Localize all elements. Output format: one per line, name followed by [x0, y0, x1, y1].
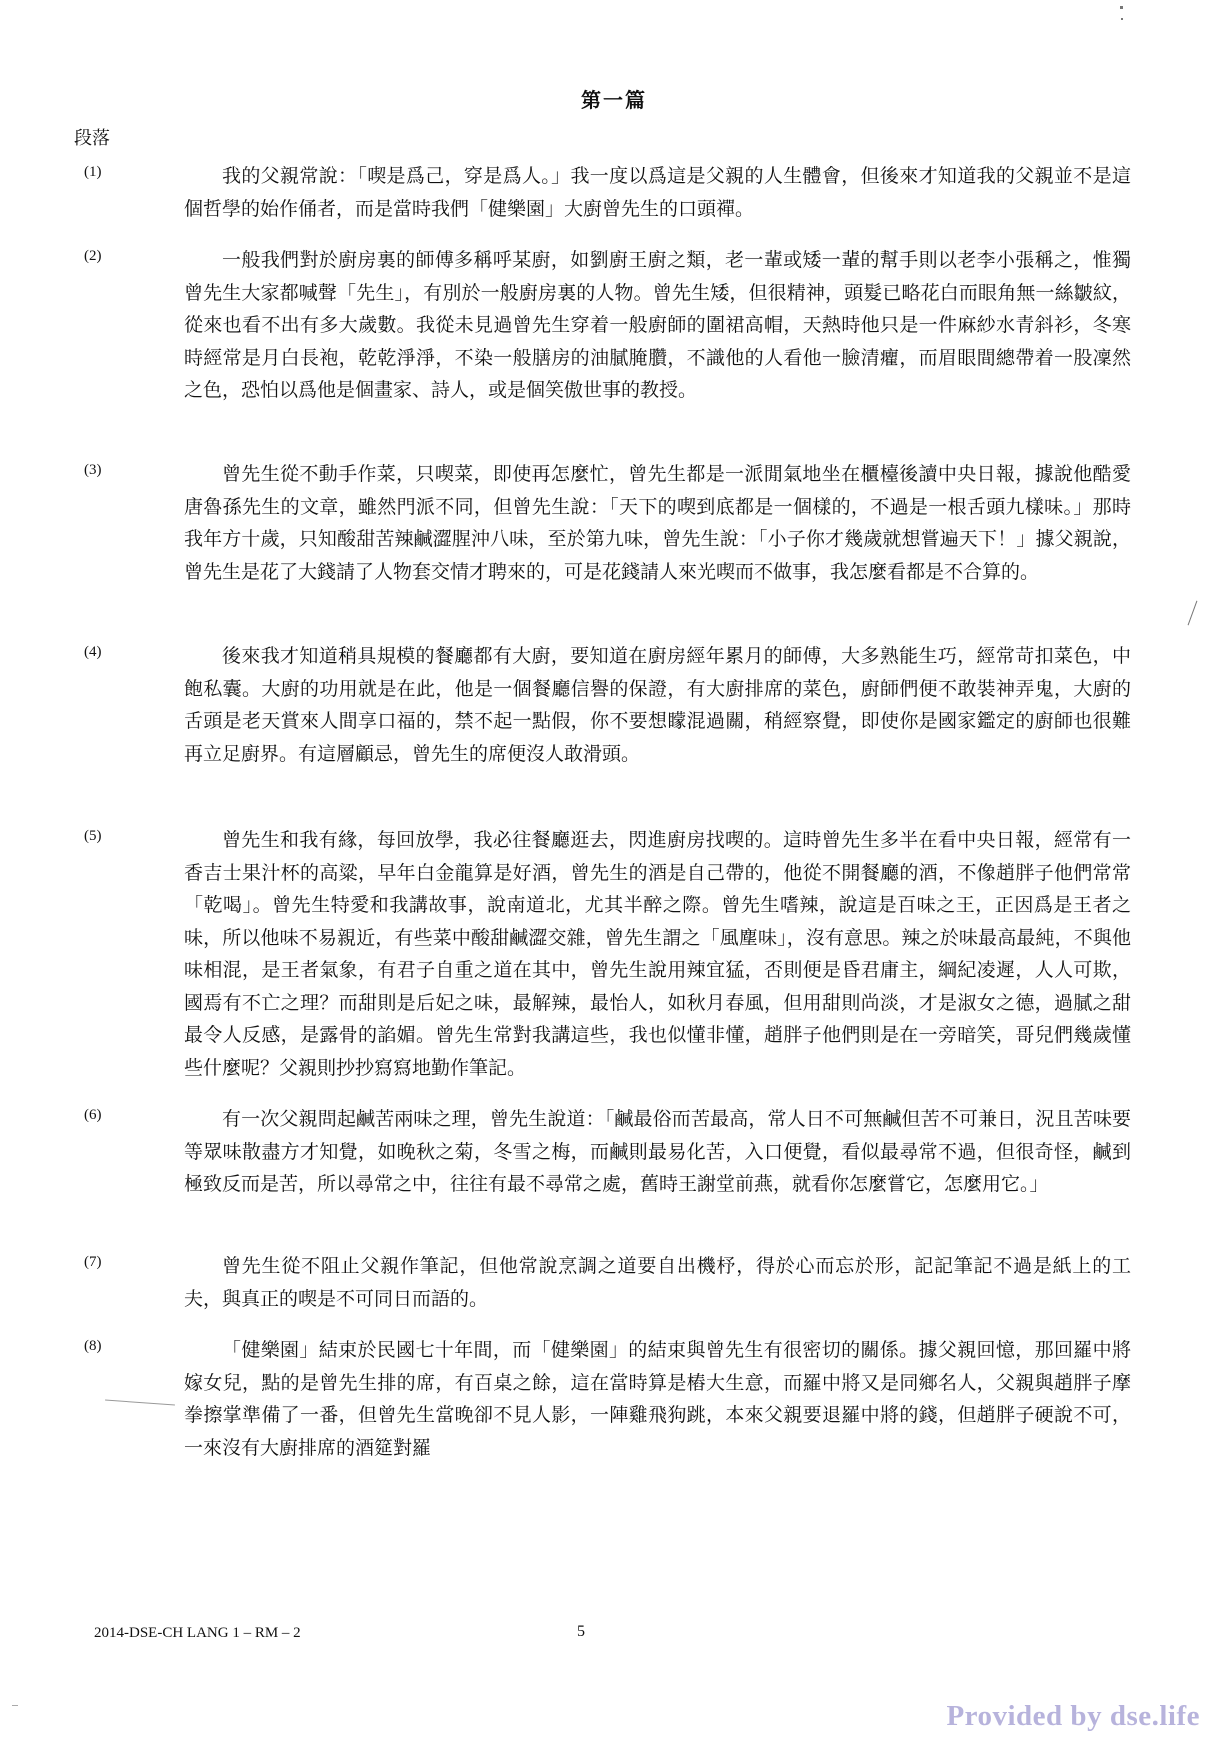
paragraph-number: (7)	[84, 1254, 102, 1270]
paragraph-number: (5)	[84, 828, 102, 844]
scan-speck	[1188, 601, 1198, 626]
watermark: Provided by dse.life	[946, 1700, 1200, 1732]
section-label: 段落	[74, 128, 110, 149]
paragraph-number: (1)	[84, 164, 102, 180]
paragraph-text: 後來我才知道稍具規模的餐廳都有大廚，要知道在廚房經年累月的師傅，大多熟能生巧，經常苛扣菜色，中飽私囊。大廚的功用就是在此，他是一個餐廳信譽的保證，有大廚排席的菜色，廚師們便不敢裝神弄鬼，大廚的舌頭是老天賞來人間享口福的，禁不起一點假，你不要想矇混過關，稍經察覺，即使你是國家鑑定的廚師也很難再立足廚界。有這層顧忌，曾先生的席便沒人敢滑頭。	[184, 645, 1131, 765]
page-number: 5	[577, 1623, 585, 1640]
paragraph-number: (8)	[84, 1338, 102, 1354]
paragraph-text: 「健樂園」結束於民國七十年間，而「健樂園」的結束與曾先生有很密切的關係。據父親回憶，那回羅中將嫁女兒，點的是曾先生排的席，有百桌之餘，這在當時算是樁大生意，而羅中將又是同鄉名人，父親與趙胖子摩拳擦掌準備了一番，但曾先生當晚卻不見人影，一陣雞飛狗跳，本來父親要退羅中將的錢，但趙胖子硬說不可，一來沒有大廚排席的酒筵對羅	[184, 1339, 1131, 1459]
scan-speck	[1120, 6, 1123, 9]
paragraph-number: (6)	[84, 1107, 102, 1123]
page-title: 第一篇	[581, 88, 647, 112]
paragraph-text: 曾先生從不阻止父親作筆記，但他常說烹調之道要自出機杼，得於心而忘於形，記記筆記不過是紙上的工夫，與真正的喫是不可同日而語的。	[184, 1255, 1131, 1310]
scan-speck	[1121, 18, 1123, 20]
paragraph-text: 我的父親常說：「喫是爲己，穿是爲人。」我一度以爲這是父親的人生體會，但後來才知道我的父親並不是這個哲學的始作俑者，而是當時我們「健樂園」大廚曾先生的口頭禪。	[184, 165, 1131, 220]
scan-speck	[12, 1705, 18, 1706]
exam-code: 2014-DSE-CH LANG 1 – RM – 2	[94, 1625, 301, 1641]
paragraph-number: (3)	[84, 462, 102, 478]
scan-speck	[105, 1400, 175, 1406]
paragraph-number: (2)	[84, 248, 102, 264]
paragraph-text: 曾先生從不動手作菜，只喫菜，即使再怎麼忙，曾先生都是一派閒氣地坐在櫃檯後讀中央日報，據說他酷愛唐魯孫先生的文章，雖然門派不同，但曾先生說：「天下的喫到底都是一個樣的，不過是一根舌頭九樣味。」那時我年方十歲，只知酸甜苦辣鹹澀腥沖八味，至於第九味，曾先生說：「小子你才幾歲就想嘗遍天下！」據父親說，曾先生是花了大錢請了人物套交情才聘來的，可是花錢請人來光喫而不做事，我怎麼看都是不合算的。	[184, 463, 1131, 583]
paragraph-number: (4)	[84, 644, 102, 660]
paragraph-text: 曾先生和我有緣，每回放學，我必往餐廳逛去，閃進廚房找喫的。這時曾先生多半在看中央日報，經常有一香吉士果汁杯的高粱，早年白金龍算是好酒，曾先生的酒是自己帶的，他從不開餐廳的酒，不像趙胖子他們常常「乾喝」。曾先生特愛和我講故事，說南道北，尤其半醉之際。曾先生嗜辣，說這是百味之王，正因爲是王者之味，所以他味不易親近，有些菜中酸甜鹹澀交雜，曾先生謂之「風塵味」，沒有意思。辣之於味最高最純，不與他味相混，是王者氣象，有君子自重之道在其中，曾先生說用辣宜猛，否則便是昏君庸主，綱紀凌遲，人人可欺，國焉有不亡之理？而甜則是后妃之味，最解辣，最怡人，如秋月春風，但用甜則尚淡，才是淑女之德，過膩之甜最令人反感，是露骨的諂媚。曾先生常對我講這些，我也似懂非懂，趙胖子他們則是在一旁暗笑，哥兒們幾歲懂些什麼呢？父親則抄抄寫寫地勤作筆記。	[184, 829, 1131, 1079]
paragraph-text: 一般我們對於廚房裏的師傅多稱呼某廚，如劉廚王廚之類，老一輩或矮一輩的幫手則以老李小張稱之，惟獨曾先生大家都喊聲「先生」，有別於一般廚房裏的人物。曾先生矮，但很精神，頭髮已略花白而眼角無一絲皺紋，從來也看不出有多大歲數。我從未見過曾先生穿着一般廚師的圍裙高帽，天熱時他只是一件麻紗水青斜衫，冬寒時經常是月白長袍，乾乾淨淨，不染一般膳房的油膩腌臢，不識他的人看他一臉清癯，而眉眼間總帶着一股凜然之色，恐怕以爲他是個畫家、詩人，或是個笑傲世事的教授。	[184, 249, 1131, 401]
paragraph-text: 有一次父親問起鹹苦兩味之理，曾先生說道：「鹹最俗而苦最高，常人日不可無鹹但苦不可兼日，況且苦味要等眾味散盡方才知覺，如晚秋之菊，冬雪之梅，而鹹則最易化苦，入口便覺，看似最尋常不過，但很奇怪，鹹到極致反而是苦，所以尋常之中，往往有最不尋常之處，舊時王謝堂前燕，就看你怎麼嘗它，怎麼用它。」	[184, 1108, 1131, 1195]
